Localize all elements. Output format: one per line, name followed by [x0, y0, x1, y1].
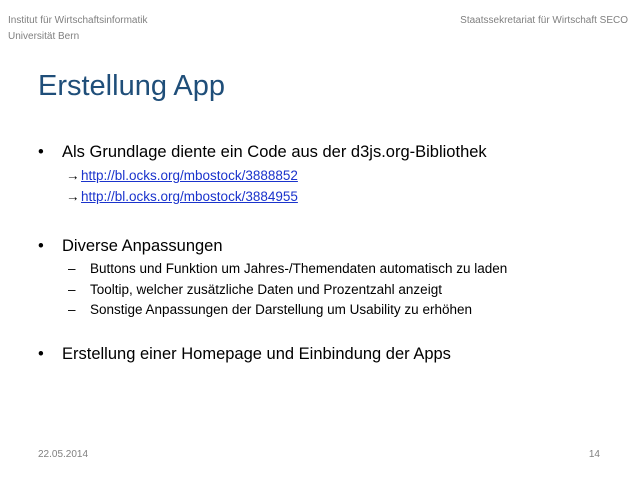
bullet-marker: • — [38, 143, 44, 161]
slide-title: Erstellung App — [38, 70, 226, 102]
sub-item-3 — [68, 301, 472, 319]
footer-date: 22.05.2014 — [38, 449, 89, 460]
arrow-right-icon: → — [66, 189, 80, 204]
page-number: 14 — [588, 449, 600, 460]
sub-item-2 — [68, 281, 442, 299]
header-institute-name: Institut für Wirtschaftsinformatik — [8, 15, 148, 26]
sub-item-1 — [68, 260, 507, 278]
link-line-2 — [66, 188, 298, 206]
bullet-marker: • — [38, 237, 44, 255]
arrow-right-icon: → — [66, 168, 80, 183]
link-line-1 — [66, 167, 298, 185]
bullet-text: Erstellung einer Homepage und Einbindung der Apps — [62, 345, 451, 363]
header-organization: Staatssekretariat für Wirtschaft SECO — [460, 15, 628, 26]
bullet-text: Diverse Anpassungen — [62, 237, 223, 255]
bullet-text: Als Grundlage diente ein Code aus der d3js.org-Bibliothek — [62, 143, 487, 161]
sub-item-marker: – — [68, 282, 76, 297]
link-mbostock-3884955[interactable]: http://bl.ocks.org/mbostock/3884955 — [81, 189, 298, 204]
bullet-marker: • — [38, 345, 44, 363]
bullet-item-1 — [38, 141, 487, 163]
sub-item-marker: – — [68, 302, 76, 317]
sub-item-text: Sonstige Anpassungen der Darstellung um Usability zu erhöhen — [90, 302, 472, 317]
bullet-item-3 — [38, 343, 451, 365]
sub-item-marker: – — [68, 261, 76, 276]
header-institution — [8, 13, 147, 45]
header-university-name: Universität Bern — [8, 31, 80, 42]
link-mbostock-3888852[interactable]: http://bl.ocks.org/mbostock/3888852 — [81, 168, 298, 183]
sub-item-text: Tooltip, welcher zusätzliche Daten und Prozentzahl anzeigt — [90, 282, 442, 297]
sub-item-text: Buttons und Funktion um Jahres-/Themendaten automatisch zu laden — [90, 261, 508, 276]
bullet-item-2 — [38, 235, 223, 257]
